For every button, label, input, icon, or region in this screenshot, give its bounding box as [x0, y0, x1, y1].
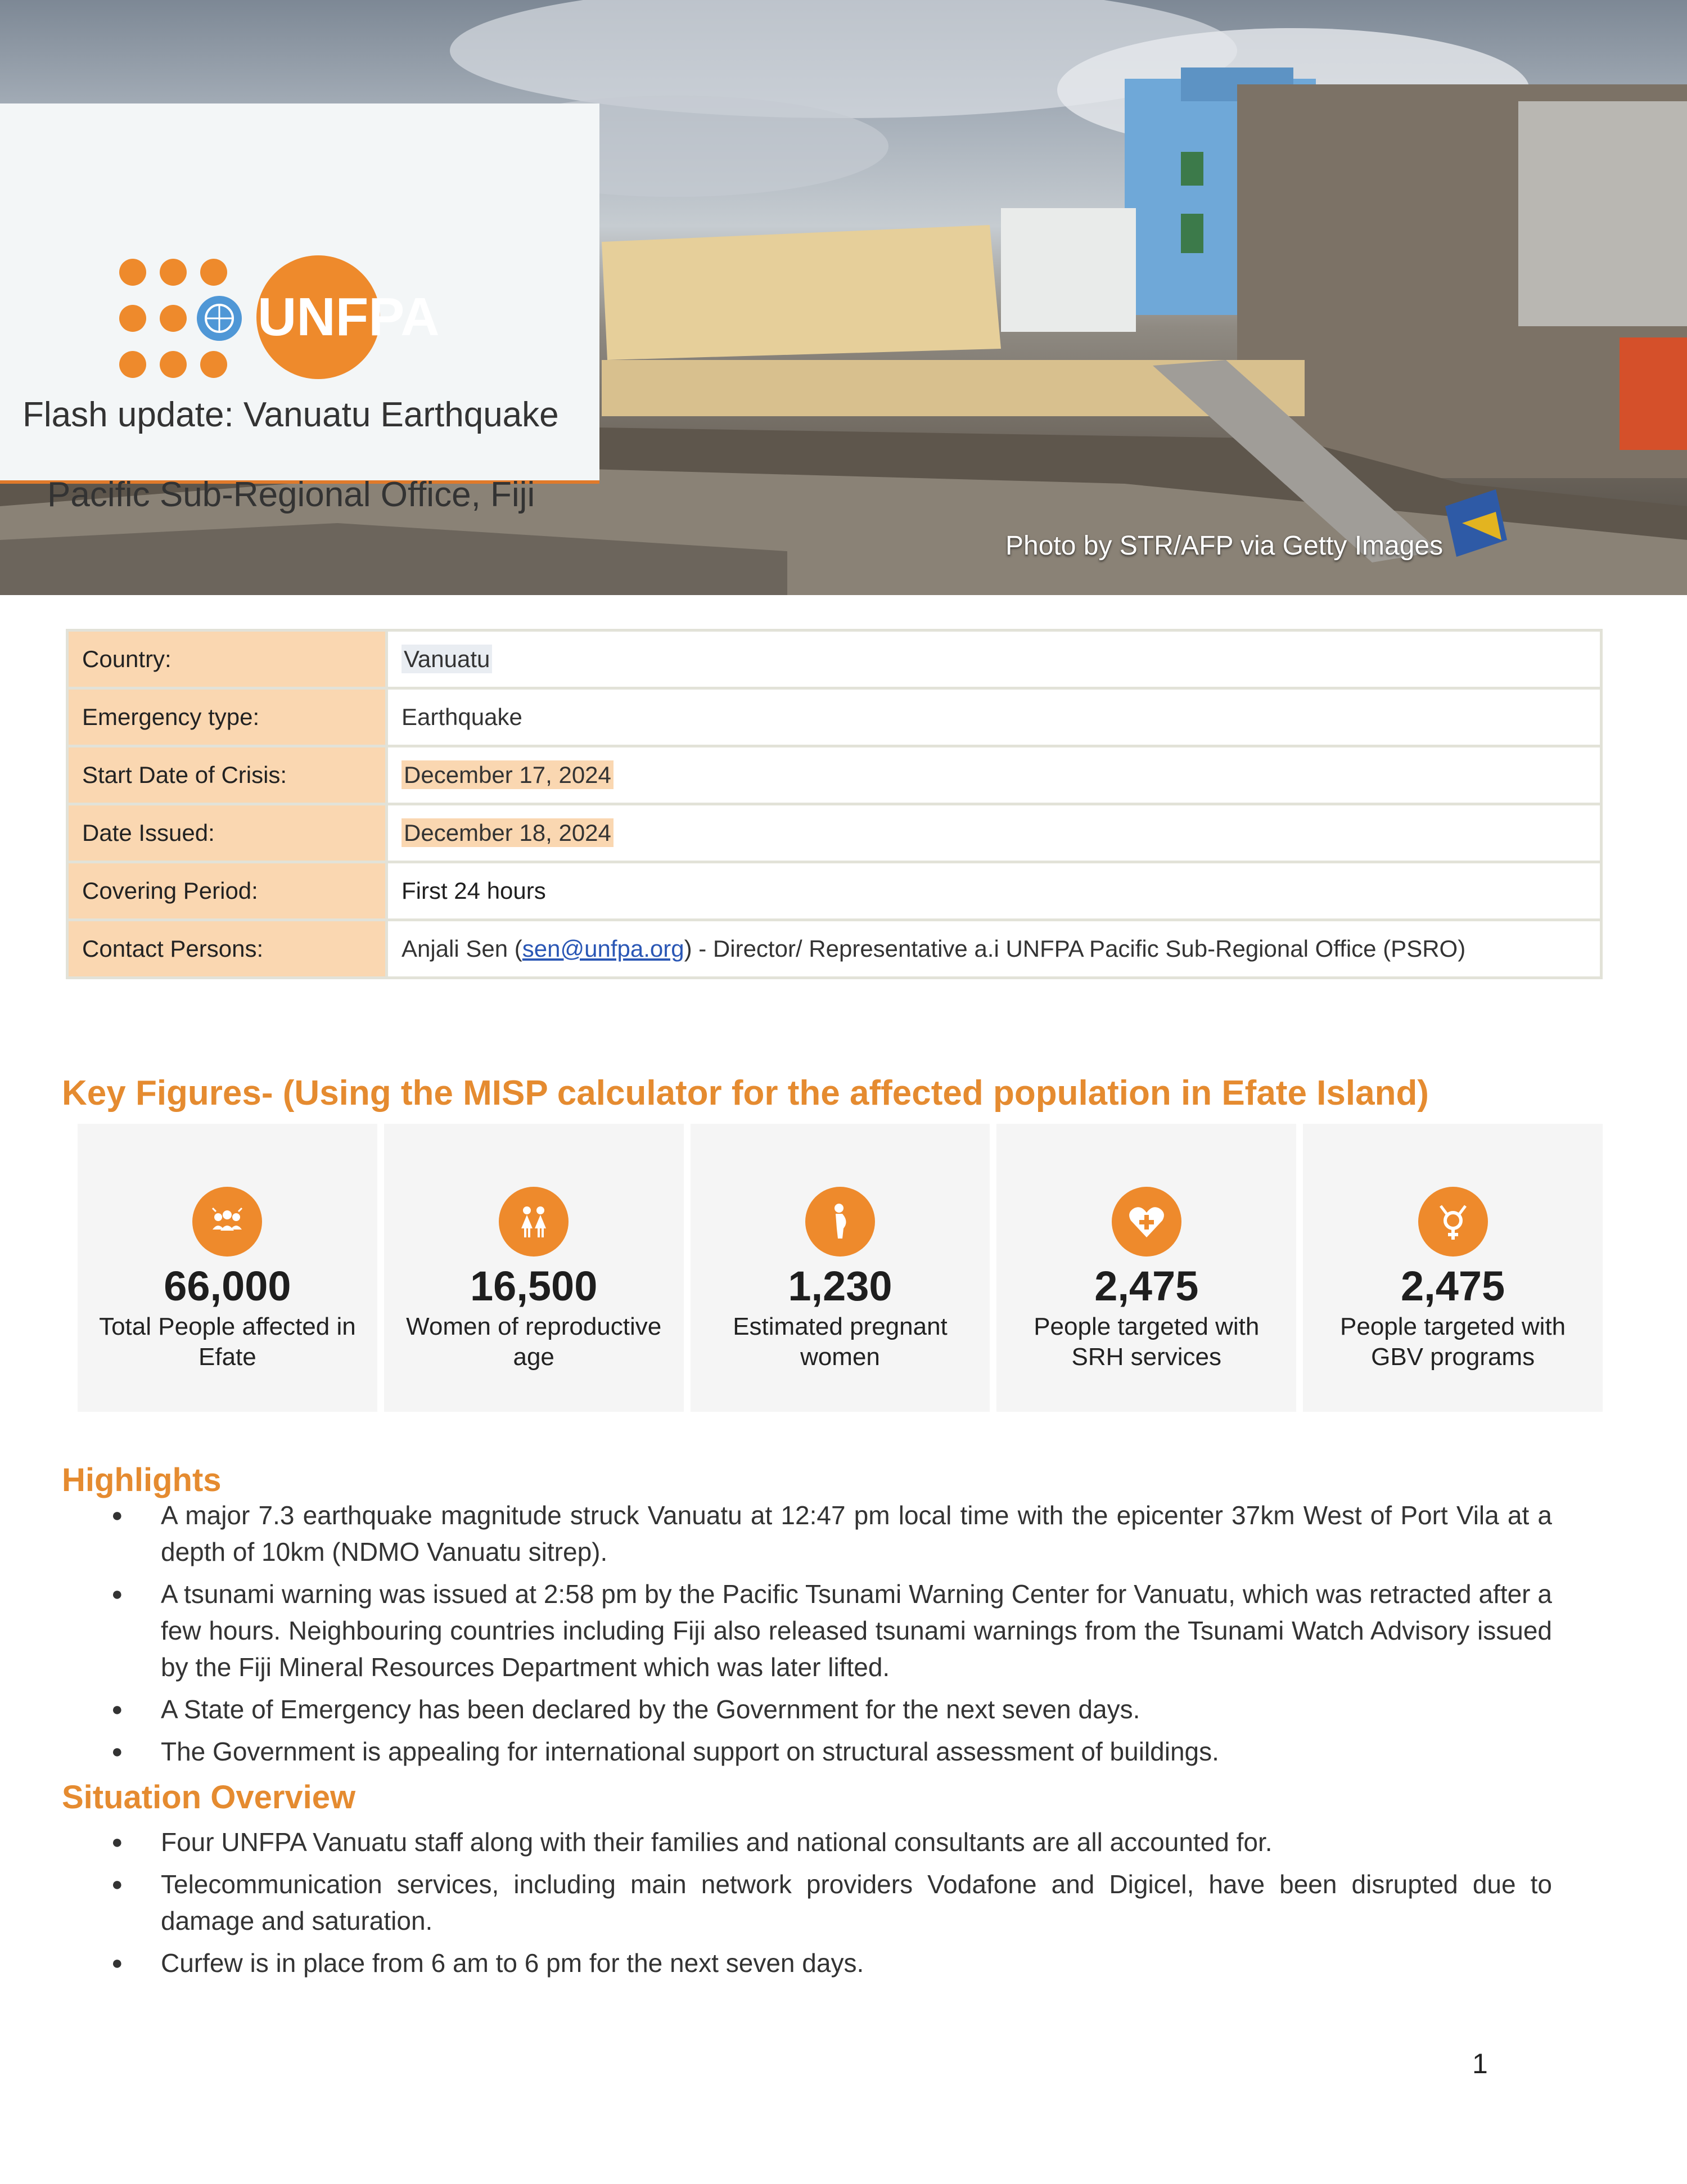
covering-period-value: First 24 hours [387, 862, 1602, 920]
document-title: Flash update: Vanuatu Earthquake [22, 395, 559, 434]
title-panel [0, 103, 599, 514]
row-label: Country: [67, 631, 387, 688]
key-figure-value: 1,230 [788, 1263, 892, 1309]
key-figure-label: Total People affected in Efate [99, 1313, 356, 1371]
list-item: ● A tsunami warning was issued at 2:58 pm by the Pacific Tsunami Warning Center for Vanuatu, which was retracted after a few hours. Neighbouring countries including Fiji also released tsunami warnings from the Tsunami Watch Advisory issued by the Fiji Mineral Resources Department which was later lifted. [0, 1576, 1552, 1686]
table-row [67, 920, 1602, 978]
key-figure-value: 2,475 [1400, 1263, 1505, 1309]
table-row [67, 631, 1602, 688]
highlights-title: Highlights [62, 1462, 222, 1498]
row-value [387, 804, 1602, 862]
highlights-list [0, 1497, 1552, 1776]
row-label: Covering Period: [67, 862, 387, 920]
row-label: Date Issued: [67, 804, 387, 862]
key-figure-card [78, 1124, 377, 1412]
key-figure-card [384, 1124, 684, 1412]
list-item: ● Telecommunication services, including main network providers Vodafone and Digicel, have been disrupted due to damage and saturation. [0, 1866, 1552, 1939]
unfpa-logo [110, 250, 440, 379]
row-label: Emergency type: [67, 688, 387, 746]
key-figure-value: 16,500 [470, 1263, 598, 1309]
photo-credit: Photo by STR/AFP via Getty Images [1005, 531, 1444, 561]
key-figure-card [691, 1124, 990, 1412]
table-row [67, 862, 1602, 920]
country-value: Vanuatu [402, 645, 492, 673]
contact-name: Anjali Sen ( [402, 935, 522, 962]
list-item: ● The Government is appealing for international support on structural assessment of buildings. [0, 1733, 1552, 1770]
key-figure-value: 2,475 [1094, 1263, 1199, 1309]
crisis-info-table [66, 629, 1603, 979]
list-item: ● A major 7.3 earthquake magnitude struck Vanuatu at 12:47 pm local time with the epicenter 37km West of Port Vila at a depth of 10km (NDMO Vanuatu sitrep). [0, 1497, 1552, 1570]
key-figure-card [1303, 1124, 1603, 1412]
key-figure-label: People targeted with SRH services [1034, 1313, 1260, 1371]
key-figure-label: People targeted with GBV programs [1340, 1313, 1566, 1371]
emergency-type-value: Earthquake [387, 688, 1602, 746]
table-row [67, 746, 1602, 804]
svg-text:UNFPA: UNFPA [258, 287, 440, 347]
key-figure-value: 66,000 [164, 1263, 291, 1309]
hero-banner [0, 0, 1687, 595]
list-item: ● Curfew is in place from 6 am to 6 pm for the next seven days. [0, 1945, 1552, 1982]
gender-symbol-icon [1418, 1187, 1488, 1257]
table-row [67, 804, 1602, 862]
list-item: ● A State of Emergency has been declared by the Government for the next seven days. [0, 1691, 1552, 1728]
contact-persons-value [387, 920, 1602, 978]
key-figure-label: Women of reproductive age [406, 1313, 662, 1371]
situation-overview-title: Situation Overview [62, 1779, 356, 1816]
page-number: 1 [1472, 2048, 1488, 2079]
key-figure-label: Estimated pregnant women [733, 1313, 948, 1371]
contact-role: ) - Director/ Representative a.i UNFPA Pacific Sub-Regional Office (PSRO) [684, 935, 1466, 962]
start-date-value: December 17, 2024 [402, 760, 614, 789]
contact-email-link[interactable]: sen@unfpa.org [522, 935, 684, 962]
row-label: Start Date of Crisis: [67, 746, 387, 804]
situation-overview-list [0, 1824, 1552, 1987]
key-figures-row [78, 1124, 1603, 1412]
row-value [387, 746, 1602, 804]
heart-plus-icon [1112, 1187, 1181, 1257]
women-icon [499, 1187, 569, 1257]
key-figures-title: Key Figures- (Using the MISP calculator for the affected population in Efate Island) [62, 1074, 1429, 1113]
date-issued-value: December 18, 2024 [402, 818, 614, 847]
table-row [67, 688, 1602, 746]
people-group-icon [192, 1187, 262, 1257]
row-label: Contact Persons: [67, 920, 387, 978]
row-value [387, 631, 1602, 688]
list-item: ● Four UNFPA Vanuatu staff along with their families and national consultants are all accounted for. [0, 1824, 1552, 1861]
key-figure-card [996, 1124, 1296, 1412]
pregnant-woman-icon [805, 1187, 875, 1257]
office-subtitle: Pacific Sub-Regional Office, Fiji [47, 475, 535, 514]
